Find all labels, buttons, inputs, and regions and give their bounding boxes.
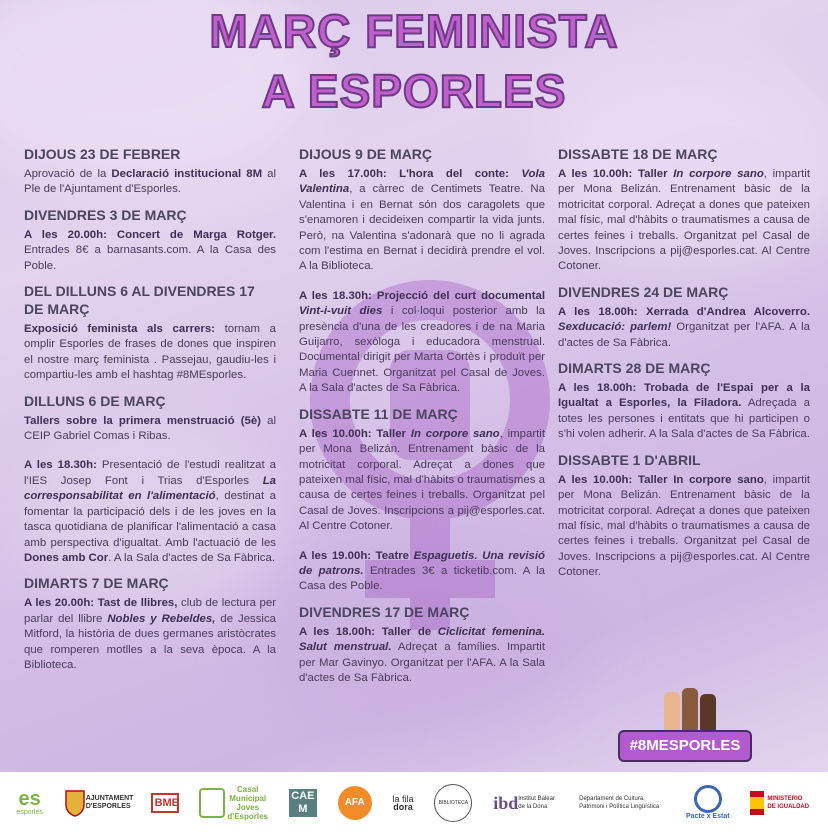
event-text: A les 18.30h: Projecció del curt documental Vint-i-vuit dies i col·loqui posterior amb la presència d'una de les creadores i de na Maria Guijarro, sexòloga i educadora menstrual. Documental dirigit per Marta Cortès i produït per Maria Cuennet. Organitzat pel Casal de Joves. A la Sala d'actes de Sa Fàbrica. — [299, 289, 545, 395]
date-heading: DIJOUS 9 DE MARÇ — [299, 146, 433, 162]
logo-afa: AFA — [338, 786, 372, 820]
raised-fists-icon — [650, 686, 730, 734]
column-2 — [299, 145, 545, 686]
logo-ajuntament: AJUNTAMENT D'ESPORLES — [64, 789, 130, 817]
logo-ibd: ibd Institut Balear de la Dona — [493, 793, 555, 813]
date-heading: DILLUNS 6 DE MARÇ — [24, 392, 166, 409]
date-heading: DEL DILLUNS 6 AL DIVENDRES 17 DE MARÇ — [24, 283, 255, 318]
logo-caem: CAE M — [289, 789, 317, 817]
logo-casal-joves: Casal Municipal Joves d'Esporles — [199, 785, 268, 821]
event-text: A les 10.00h: Taller In corpore sano, impartit per Mona Belizán. Entrenament bàsic de la motricitat corporal. Adreçat a dones que pateixen mal físic, mal d'hàbits o traumatismes a causa de certes feines i treballs. Organitzat pel Casal de Joves. Inscripcions a pij@esporles.cat. Al Centre Cotoner. — [558, 473, 811, 579]
logo-departament-cultura: Departament de Cultura, Patrimoni i Política Lingüística — [579, 796, 660, 810]
column-3 — [558, 145, 810, 581]
event-text: A les 20.00h: Tast de llibres, club de lectura per parlar del llibre Nobles y Rebeldes, de Jessica Mitford, la història de dues germanes aristòcrates que romperen motlles a la seva època. A la Biblioteca. — [24, 597, 276, 671]
logo-biblioteca: BIBLIOTECA — [434, 784, 472, 822]
event-text: Tallers sobre la primera menstruació (5è) al CEIP Gabriel Comas i Ribas. — [24, 414, 276, 443]
event-text: A les 10.00h: Taller In corpore sano, impartit per Mona Belizán. Entrenament bàsic de la motricitat corporal. Adreçat a dones que pateixen mal físic, mal d'hàbits o traumatismes a causa de certes feines i treballs. Organitzat pel Casal de Joves. Inscripcions a pij@esporles.cat. Al Centre Cotoner. — [299, 427, 545, 533]
date-heading: DIVENDRES 24 DE MARÇ — [558, 283, 729, 300]
event-text: A les 20.00h: Concert de Marga Rotger. Entrades 8€ a barnasants.com. A la Casa des Poble. — [24, 228, 276, 272]
date-heading: DISSABTE 18 DE MARÇ — [558, 146, 718, 162]
event-text: A les 18.00h: Taller de Ciclicitat femenina. Salut menstrual. Adreçat a famílies. Impartit per Mar Gavinyo. Organitzat per l'AFA. A la Sala d'actes de Sa Fàbrica. — [299, 625, 545, 684]
page-title-line2: A ESPORLES — [261, 65, 567, 117]
date-heading: DISSABTE 1 D'ABRIL — [558, 451, 701, 468]
event-text: A les 18.00h: Xerrada d'Andrea Alcoverro. Sexducació: parlem! Organitzat per l'AFA. A la d'actes de Sa Fàbrica. — [558, 305, 810, 349]
event-text: A les 10.00h: Taller In corpore sano, impartit per Mona Belizán. Entrenament bàsic de la motricitat corporal. Adreçat a dones que pateixen mal físic, mal d'hàbits o traumatismes a causa de certes feines i treballs. Organitzat pel Casal de Joves. Inscripcions a pij@esporles.cat. Al Centre Cotoner. — [558, 168, 810, 273]
event-text: A les 17.00h: L'hora del conte: Vola Valentina, a càrrec de Centimets Teatre. Na Valentina i en Bernat són dos caragolets que s'enamoren i decideixen compartir la vida junts. Però, na Valentina s'adonarà que no li agrada com l'estima en Bernat i decidirà prendre el vol. A la Biblioteca. — [299, 168, 545, 273]
logo-es-esporles: es esporles — [16, 788, 43, 816]
logo-bme: BME — [151, 793, 179, 813]
event-text: A les 18.00h: Trobada de l'Espai per a la Igualtat a Esporles, la Filadora. Adreçada a totes les persones i entitats que hi participen o s'hi volen adherir. A la Sala d'actes de Sa Fàbrica. — [558, 382, 811, 441]
page-title-line1: MARÇ FEMINISTA — [209, 5, 619, 57]
event-text: A les 19.00h: Teatre Espaguetis. Una revisió de patrons. Entrades 3€ a ticketib.com. A la Casa des Poble. — [299, 549, 545, 593]
logo-ministerio-igualdad: MINISTERIO DE IGUALDAD — [750, 791, 811, 815]
date-heading: DIJOUS 23 DE FEBRER — [24, 146, 181, 162]
column-1 — [24, 145, 276, 673]
date-heading: DIMARTS 7 DE MARÇ — [24, 575, 169, 592]
event-text: Exposició feminista als carrers: tornam a omplir Esporles de frases de dones que inspiren el nostre març feminista . Passejau, gaudiu-les i compartiu-les amb el hashtag #8MEsporles. — [24, 323, 276, 382]
date-heading: DISSABTE 11 DE MARÇ — [299, 405, 458, 422]
logo-la-filadora: la fila dora — [392, 794, 414, 812]
hashtag-badge: #8MESPORLES — [618, 730, 752, 762]
date-heading: DIMARTS 28 DE MARÇ — [558, 360, 711, 377]
coat-of-arms-icon — [64, 789, 86, 817]
date-heading: DIVENDRES 3 DE MARÇ — [24, 206, 187, 223]
date-heading: DIVENDRES 17 DE MARÇ — [299, 603, 470, 620]
event-text: Aprovació de la Declaració institucional 8M al Ple de l'Ajuntament d'Esporles. — [24, 168, 277, 196]
logo-pacte-estat: Pacte x Estat — [686, 785, 730, 821]
event-text: A les 18.30h: Presentació de l'estudi realitzat a l'IES Josep Font i Trias d'Esporles La corresponsabilitat en l'alimentació, destinat a fomentar la participació dels i de les joves en la tasca quotidiana de planificar l'alimentació a casa amb perspectiva d'igualtat. Amb l'actuació de les Dones amb Cor. A la Sala d'actes de Sa Fàbrica. — [24, 459, 276, 564]
sponsor-logos — [0, 772, 828, 834]
